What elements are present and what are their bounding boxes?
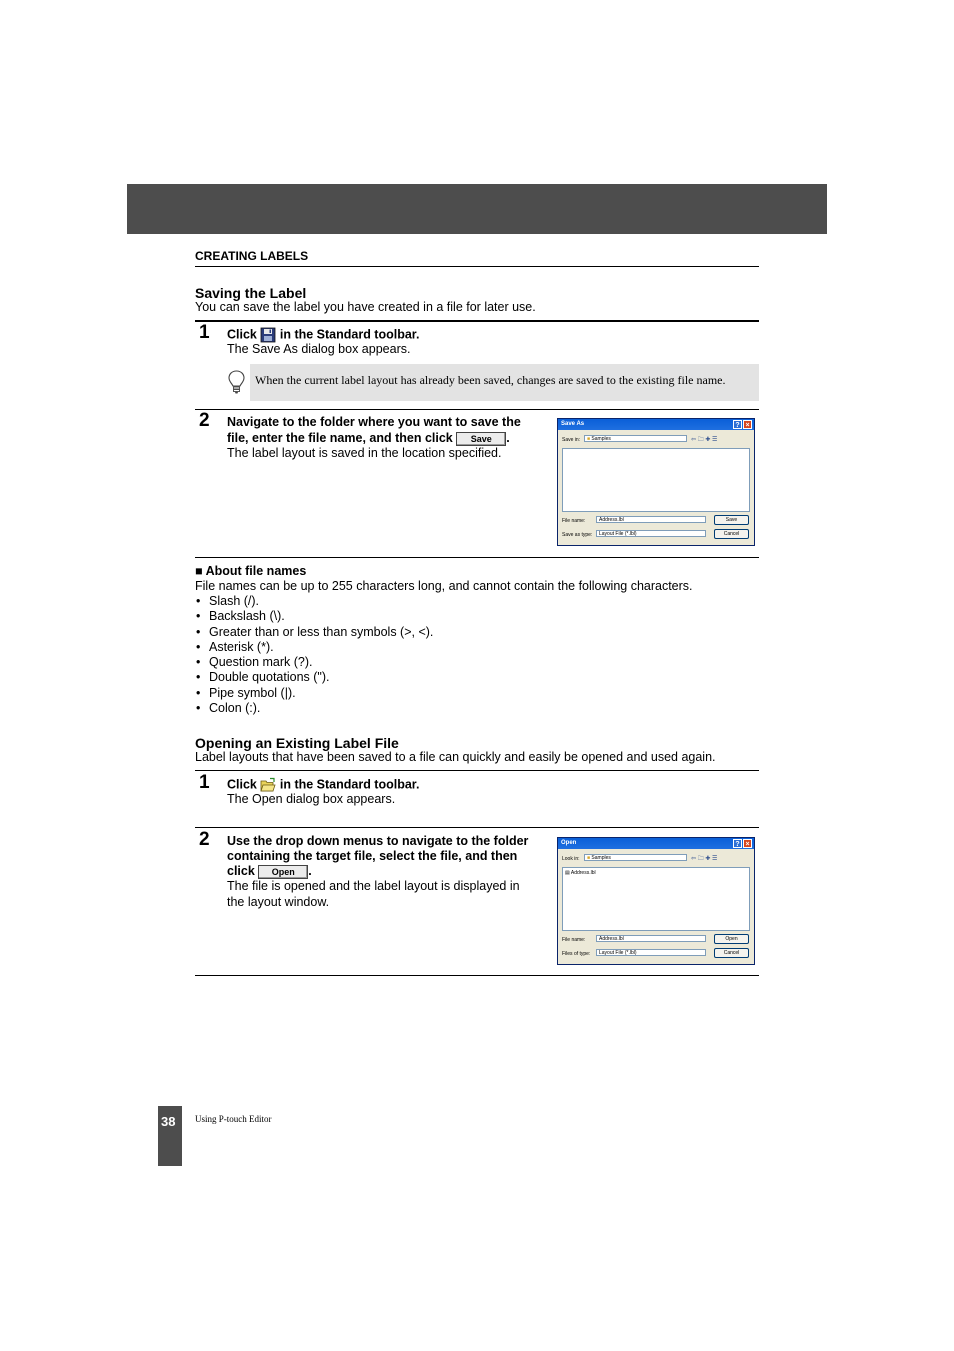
open-button-image: Open [258,865,308,879]
hint-text: When the current label layout has already been saved, changes are saved to the existing file name. [255,373,726,387]
saving-intro: You can save the label you have created in a file for later use. [195,300,536,314]
step-result: the layout window. [227,895,330,909]
save-in-dropdown[interactable] [584,435,687,442]
page-tab [158,1106,182,1166]
open-folder-icon [260,777,276,793]
step-result: The file is opened and the label layout is displayed in [227,879,520,893]
folder-name: Samples [591,436,611,442]
step-instruction [227,777,419,793]
step-instruction-line: containing the target file, select the file, and then [227,849,518,863]
file-list[interactable] [562,448,750,512]
divider [195,266,759,267]
list-item: • Colon (:). [195,701,433,716]
list-item: • Greater than or less than symbols (>, <). [195,625,433,640]
opening-title: Opening an Existing Label File [195,735,399,751]
step-number: 1 [199,322,210,343]
square-bullet-icon: ■ [195,564,203,578]
save-in-label: Save in: [562,437,581,443]
step-number: 2 [199,410,210,431]
dialog-save-button[interactable]: Save [714,515,749,525]
dialog-titlebar [558,419,754,430]
step-number: 2 [199,829,210,850]
opening-intro: Label layouts that have been saved to a file can quickly and easily be opened and used again. [195,750,716,764]
divider [195,770,759,771]
file-name-label: File name: [562,518,586,524]
file-icon: ▤ [565,870,570,876]
folder-icon: ■ [587,436,591,442]
nav-toolbar-icons[interactable]: ⇦ 🗀 ✚ ☰ [691,856,718,862]
divider [195,409,759,410]
dialog-cancel-button[interactable]: Cancel [714,529,749,539]
file-names-intro: File names can be up to 255 characters long, and cannot contain the following characters. [195,579,693,593]
type-dropdown[interactable]: Layout File (*.lbl) [596,949,706,956]
step-number: 1 [199,772,210,793]
file-list[interactable] [562,867,750,931]
step-instruction-text: file, enter the file name, and then click [227,431,453,445]
dialog-cancel-button[interactable]: Cancel [714,948,749,958]
help-icon[interactable]: ? [733,420,742,429]
saving-title: Saving the Label [195,285,307,301]
step-instruction-text: click [227,864,255,878]
list-item: • Slash (/). [195,594,433,609]
list-item: • Pipe symbol (|). [195,686,433,701]
dialog-title: Save As [561,421,585,427]
section-label: CREATING LABELS [195,249,309,263]
save-as-dialog [557,418,755,546]
page-number: 38 [161,1114,176,1129]
click-text: Click [227,777,257,792]
file-names-heading [195,564,306,579]
list-item: • Double quotations ("). [195,670,433,685]
close-icon[interactable]: × [743,839,752,848]
divider [195,827,759,828]
close-icon[interactable]: × [743,420,752,429]
dialog-titlebar [558,838,754,849]
dialog-title: Open [561,840,577,846]
divider [195,320,759,322]
dialog-open-button[interactable]: Open [714,934,749,944]
file-names-title: About file names [205,564,307,578]
file-name-input[interactable]: Address.lbl [596,516,706,523]
list-item: • Backslash (\). [195,609,433,624]
look-in-dropdown[interactable] [584,854,687,861]
step-result: The label layout is saved in the location specified. [227,446,502,460]
type-label: Save as type: [562,532,593,538]
divider [195,557,759,558]
type-label: Files of type: [562,951,591,957]
file-item[interactable] [565,870,596,876]
step-result: The Open dialog box appears. [227,792,396,806]
folder-name: Samples [591,855,611,861]
toolbar-text: in the Standard toolbar. [279,777,420,792]
period: . [506,431,510,445]
step-result: The Save As dialog box appears. [227,342,411,356]
list-item: • Question mark (?). [195,655,433,670]
header-band [127,184,827,234]
list-item: • Asterisk (*). [195,640,433,655]
forbidden-chars-list [195,594,433,716]
lightbulb-icon [227,369,246,395]
open-dialog [557,837,755,965]
click-text: Click [227,327,257,342]
step-instruction-line [227,431,510,446]
save-floppy-icon [260,327,276,343]
file-item-name: Address.lbl [570,870,596,876]
help-icon[interactable]: ? [733,839,742,848]
look-in-label: Look in: [562,856,580,862]
step-instruction-line [227,864,312,879]
step-instruction-line: Use the drop down menus to navigate to the folder [227,834,529,848]
save-button-image: Save [456,432,506,446]
nav-toolbar-icons[interactable]: ⇦ 🗀 ✚ ☰ [691,437,718,443]
toolbar-text: in the Standard toolbar. [279,327,420,342]
step-instruction [227,327,419,343]
divider [195,975,759,976]
footer-text: Using P-touch Editor [195,1114,272,1124]
step-instruction-line: Navigate to the folder where you want to save the [227,415,521,429]
period: . [308,864,312,878]
file-name-input[interactable]: Address.lbl [596,935,706,942]
type-dropdown[interactable]: Layout File (*.lbl) [596,530,706,537]
folder-icon: ■ [587,855,591,861]
file-name-label: File name: [562,937,586,943]
